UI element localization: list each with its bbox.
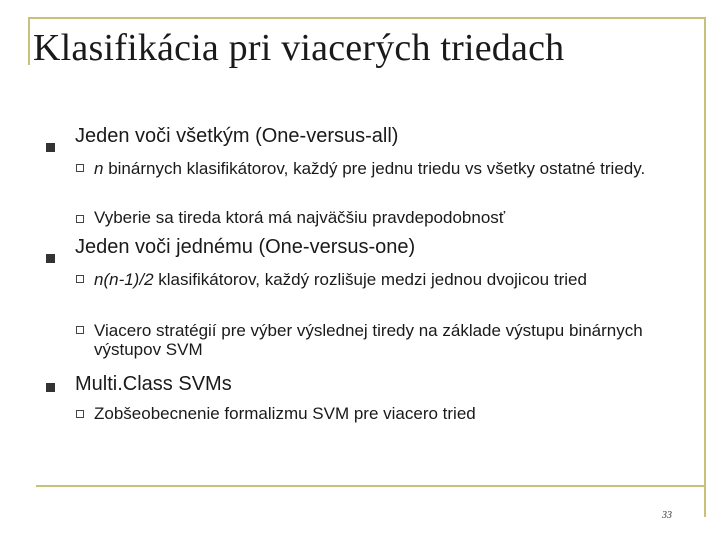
hollow-square-bullet-icon	[76, 410, 84, 418]
sub-bullet	[94, 404, 674, 423]
square-bullet-icon	[46, 383, 55, 392]
sub-bullet-text: Zobšeobecnenie formalizmu SVM pre viacero tried	[94, 404, 476, 423]
sub-bullet-text: binárnych klasifikátorov, každý pre jednu triedu vs všetky ostatné triedy.	[103, 159, 646, 178]
bullet-one-versus-one: Jeden voči jednému (One-versus-one)	[75, 236, 416, 258]
sub-bullet-text: Viacero stratégií pre výber výslednej tiredy na základe výstupu binárnych výstupov SVM	[94, 321, 643, 359]
hollow-square-bullet-icon	[76, 275, 84, 283]
sub-bullet	[94, 159, 674, 178]
hollow-square-bullet-icon	[76, 164, 84, 172]
page-number: 33	[662, 510, 672, 521]
sub-bullet-text: Vyberie sa tireda ktorá má najväčšiu pravdepodobnosť	[94, 208, 506, 227]
hollow-square-bullet-icon	[76, 326, 84, 334]
frame-top-rule	[30, 17, 706, 19]
sub-bullet	[94, 270, 674, 289]
frame-right-rule	[704, 17, 706, 517]
sub-bullet-lead: n(n-1)/2	[94, 270, 154, 289]
slide-title: Klasifikácia pri viacerých triedach	[33, 27, 565, 69]
sub-bullet-lead: n	[94, 159, 104, 178]
square-bullet-icon	[46, 254, 55, 263]
sub-bullet-text: klasifikátorov, každý rozlišuje medzi jednou dvojicou tried	[153, 270, 587, 289]
hollow-square-bullet-icon	[76, 215, 84, 223]
sub-bullet	[94, 208, 674, 227]
sub-bullet	[94, 321, 674, 359]
frame-left-rule	[28, 17, 30, 65]
bullet-multiclass-svms: Multi.Class SVMs	[75, 373, 232, 395]
frame-bottom-rule	[36, 485, 706, 487]
square-bullet-icon	[46, 143, 55, 152]
bullet-one-versus-all: Jeden voči všetkým (One-versus-all)	[75, 125, 399, 147]
